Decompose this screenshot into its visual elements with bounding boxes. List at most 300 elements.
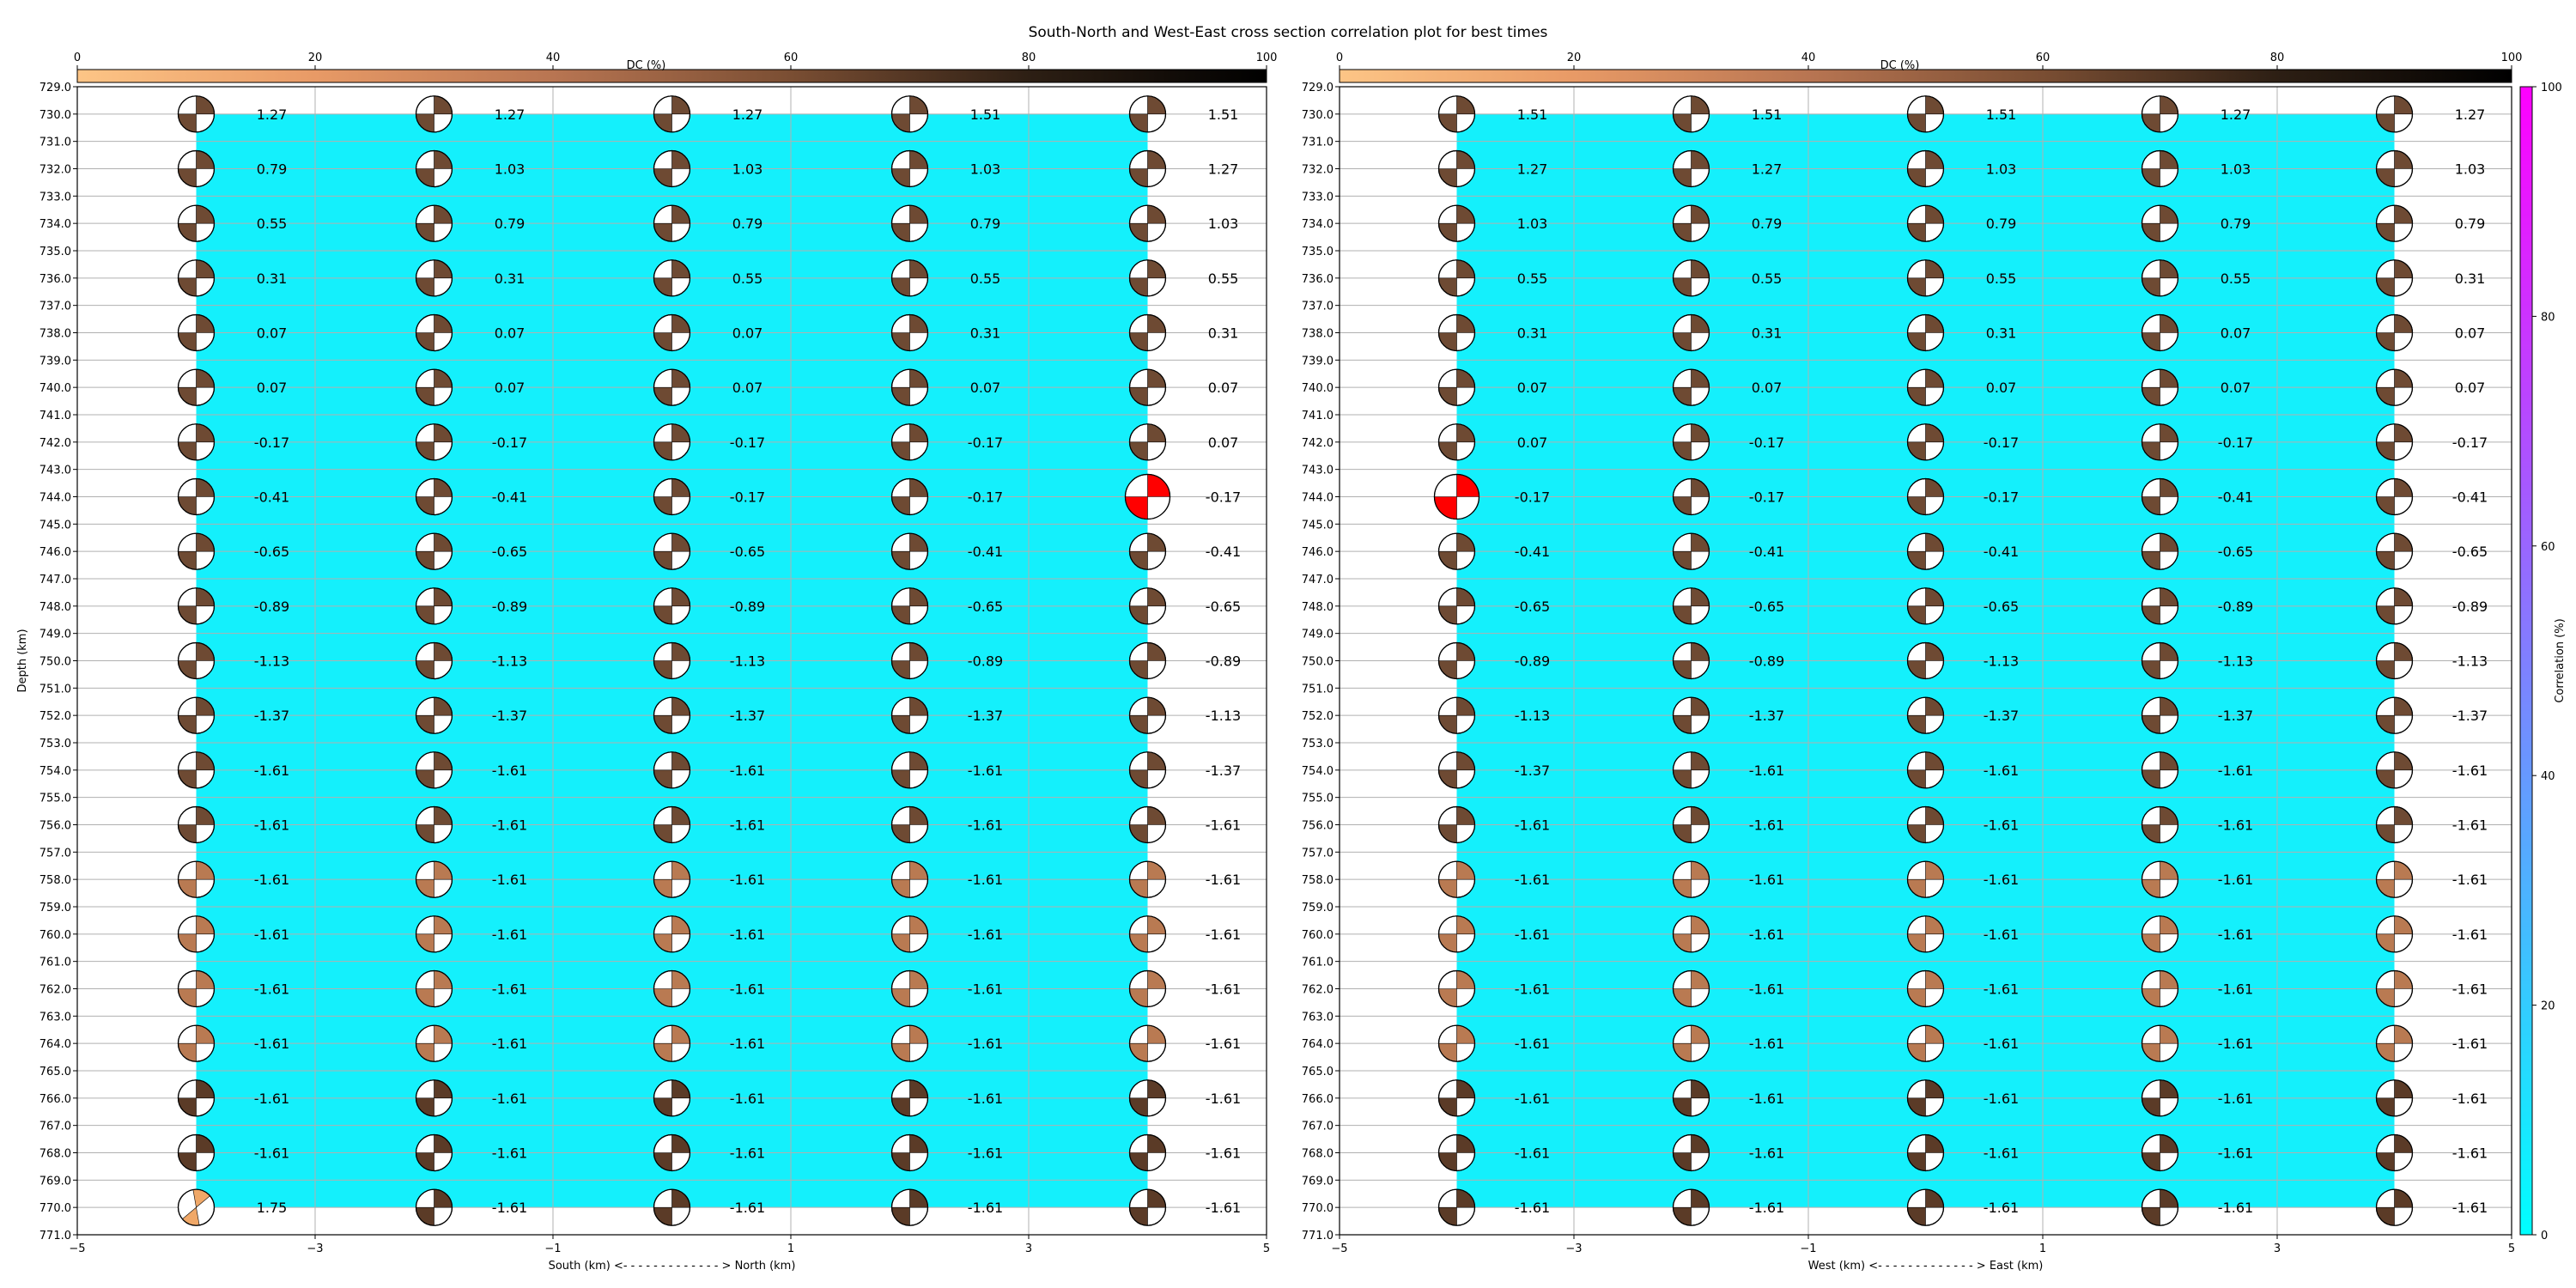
beachball <box>2142 1189 2178 1225</box>
beachball <box>1908 588 1944 624</box>
beachball <box>2377 643 2413 679</box>
beachball-value-label: -0.65 <box>1205 598 1242 615</box>
beachball <box>179 424 215 460</box>
beachball <box>892 1135 928 1171</box>
beachball-value-label: -1.61 <box>2217 926 2254 943</box>
beachball <box>2377 424 2413 460</box>
beachball <box>654 1025 690 1061</box>
beachball-value-label: 1.03 <box>2454 161 2486 178</box>
y-tick-label: 734.0 <box>1301 218 1334 232</box>
beachball-value-label: -1.61 <box>1205 1200 1242 1217</box>
beachball-value-label: -1.61 <box>1983 1145 2020 1162</box>
beachball-value-label: -1.61 <box>2217 1200 2254 1217</box>
beachball-value-label: -1.61 <box>491 981 528 998</box>
beachball-value-label: 0.07 <box>732 380 763 397</box>
beachball-value-label: -0.41 <box>1748 544 1785 561</box>
beachball <box>892 96 928 132</box>
y-tick-label: 731.0 <box>1301 136 1334 149</box>
beachball-value-label: 1.27 <box>2220 106 2251 123</box>
beachball <box>2377 861 2413 897</box>
beachball-value-label: 0.07 <box>256 325 288 342</box>
y-tick-label: 767.0 <box>1301 1120 1334 1133</box>
y-tick-label: 749.0 <box>1301 628 1334 641</box>
beachball <box>179 1189 215 1225</box>
beachball-value-label: -0.65 <box>1983 598 2020 615</box>
beachball <box>1439 643 1475 679</box>
beachball-value-label: -1.61 <box>491 762 528 779</box>
beachball-value-label: -1.61 <box>2451 872 2488 889</box>
y-tick-label: 763.0 <box>1301 1011 1334 1024</box>
beachball-value-label: -1.61 <box>491 1090 528 1107</box>
beachball-value-label: -1.61 <box>491 817 528 834</box>
y-tick-label: 762.0 <box>1301 983 1334 997</box>
beachball-value-label: -1.13 <box>1983 653 2020 670</box>
y-tick-label: 736.0 <box>1301 272 1334 286</box>
beachball <box>179 1135 215 1171</box>
beachball-value-label: -0.65 <box>253 544 290 561</box>
beachball <box>2377 588 2413 624</box>
beachball <box>416 697 453 733</box>
beachball-value-label: -0.17 <box>967 489 1004 506</box>
beachball-value-label: -1.13 <box>253 653 290 670</box>
x-tick-label: −1 <box>544 1242 562 1255</box>
beachball <box>654 807 690 843</box>
beachball <box>179 369 215 405</box>
beachball-value-label: -1.61 <box>1514 872 1551 889</box>
y-tick-label: 771.0 <box>39 1230 71 1242</box>
y-tick-label: 741.0 <box>1301 410 1334 422</box>
correlation-colorbar-tick-label: 40 <box>2541 770 2555 784</box>
beachball <box>1130 916 1166 952</box>
beachball-value-label: -1.13 <box>491 653 528 670</box>
beachball <box>1674 533 1710 569</box>
beachball-value-label: -1.61 <box>2451 1090 2488 1107</box>
y-tick-label: 735.0 <box>1301 246 1334 258</box>
beachball-value-label: -0.89 <box>2451 598 2488 615</box>
y-tick-label: 733.0 <box>1301 191 1334 204</box>
y-tick-label: 743.0 <box>39 464 71 477</box>
beachball <box>654 205 690 241</box>
beachball <box>1439 315 1475 351</box>
beachball-value-label: -1.61 <box>253 762 290 779</box>
beachball-value-label: 0.07 <box>2454 325 2486 342</box>
beachball <box>1439 96 1475 132</box>
beachball <box>1674 643 1710 679</box>
beachball-value-label: -1.61 <box>1983 1090 2020 1107</box>
y-tick-label: 750.0 <box>39 655 71 669</box>
beachball <box>1908 315 1944 351</box>
beachball-value-label: -1.61 <box>967 1036 1004 1053</box>
beachball <box>416 916 453 952</box>
y-tick-label: 739.0 <box>1301 355 1334 368</box>
beachball <box>1439 369 1475 405</box>
beachball-value-label: -1.61 <box>729 872 766 889</box>
beachball-value-label: -1.61 <box>253 1036 290 1053</box>
beachball-value-label: -1.13 <box>1205 708 1242 725</box>
beachball <box>2377 752 2413 788</box>
y-tick-label: 771.0 <box>1301 1230 1334 1242</box>
x-axis-label: West (km) <- - - - - - - - - - - - - > East (km) <box>1807 1260 2044 1273</box>
beachball <box>179 752 215 788</box>
beachball <box>1908 1080 1944 1116</box>
beachball <box>1674 752 1710 788</box>
y-tick-label: 748.0 <box>39 600 71 614</box>
beachball <box>1908 1189 1944 1225</box>
beachball-value-label: 0.31 <box>1985 325 2017 342</box>
beachball-value-label: 1.27 <box>1207 161 1239 178</box>
beachball-value-label: 1.03 <box>732 161 763 178</box>
y-tick-label: 754.0 <box>1301 764 1334 778</box>
beachball <box>179 697 215 733</box>
y-tick-label: 738.0 <box>1301 327 1334 341</box>
beachball-value-label: -1.61 <box>2451 1036 2488 1053</box>
y-tick-label: 732.0 <box>1301 163 1334 177</box>
beachball <box>892 916 928 952</box>
beachball <box>2142 971 2178 1007</box>
beachball-value-label: -0.41 <box>1514 544 1551 561</box>
beachball-value-label: -1.61 <box>729 1090 766 1107</box>
beachball-value-label: -1.61 <box>967 762 1004 779</box>
beachball <box>1439 697 1475 733</box>
beachball <box>2377 479 2413 515</box>
beachball-value-label: 0.55 <box>1516 270 1548 287</box>
beachball <box>2377 916 2413 952</box>
beachball <box>2142 424 2178 460</box>
beachball <box>1674 1025 1710 1061</box>
beachball <box>892 588 928 624</box>
beachball-value-label: 0.07 <box>1516 380 1548 397</box>
correlation-colorbar <box>2520 87 2532 1235</box>
beachball-value-label: -0.17 <box>967 434 1004 451</box>
beachball-value-label: -1.61 <box>1983 981 2020 998</box>
dc-colorbar <box>1340 70 2512 82</box>
beachball <box>654 1189 690 1225</box>
x-tick-label: 1 <box>787 1242 795 1255</box>
beachball-value-label: -1.61 <box>2217 981 2254 998</box>
beachball <box>1439 205 1475 241</box>
beachball <box>654 315 690 351</box>
beachball <box>1908 1025 1944 1061</box>
beachball-value-label: -1.61 <box>1205 872 1242 889</box>
beachball <box>179 205 215 241</box>
beachball <box>1674 151 1710 187</box>
beachball-value-label: -1.61 <box>253 1090 290 1107</box>
y-tick-label: 756.0 <box>1301 819 1334 833</box>
beachball-value-label: -1.61 <box>967 926 1004 943</box>
beachball-value-label: 1.51 <box>1207 106 1239 123</box>
beachball <box>1130 533 1166 569</box>
beachball <box>1439 1080 1475 1116</box>
beachball-value-label: -1.61 <box>1514 1145 1551 1162</box>
beachball <box>1674 588 1710 624</box>
beachball-value-label: 1.51 <box>1751 106 1783 123</box>
beachball-value-label: -1.61 <box>2217 817 2254 834</box>
beachball-value-label: 0.79 <box>1751 216 1783 233</box>
beachball-value-label: 0.31 <box>494 270 526 287</box>
correlation-colorbar-tick-label: 80 <box>2541 311 2555 325</box>
beachball-value-label: -1.61 <box>729 817 766 834</box>
beachball <box>654 697 690 733</box>
beachball-value-label: -1.13 <box>1514 708 1551 725</box>
y-tick-label: 753.0 <box>1301 738 1334 750</box>
beachball <box>1674 1135 1710 1171</box>
beachball <box>416 752 453 788</box>
dc-colorbar-tick-label: 100 <box>2500 52 2523 64</box>
beachball-best <box>1435 475 1479 519</box>
beachball <box>2142 1025 2178 1061</box>
beachball <box>416 861 453 897</box>
beachball-value-label: 0.31 <box>969 325 1001 342</box>
y-tick-label: 744.0 <box>1301 491 1334 505</box>
beachball-value-label: -0.41 <box>967 544 1004 561</box>
beachball <box>1439 1025 1475 1061</box>
beachball-value-label: -1.61 <box>2217 1090 2254 1107</box>
beachball-value-label: -1.61 <box>1205 817 1242 834</box>
beachball-value-label: -1.61 <box>729 1036 766 1053</box>
beachball-value-label: -1.37 <box>1205 762 1242 779</box>
beachball <box>892 1080 928 1116</box>
beachball <box>2377 807 2413 843</box>
beachball-value-label: -0.17 <box>1983 434 2020 451</box>
y-tick-label: 738.0 <box>39 327 71 341</box>
figure-title: South-North and West-East cross section correlation plot for best times <box>1028 24 1548 41</box>
y-tick-label: 745.0 <box>39 519 71 532</box>
y-tick-label: 765.0 <box>1301 1066 1334 1078</box>
dc-colorbar-tick-label: 0 <box>73 52 82 64</box>
y-tick-label: 741.0 <box>39 410 71 422</box>
beachball-value-label: -1.61 <box>1205 1036 1242 1053</box>
beachball <box>416 533 453 569</box>
y-tick-label: 768.0 <box>1301 1147 1334 1161</box>
beachball <box>1130 643 1166 679</box>
beachball-value-label: -1.61 <box>1983 817 2020 834</box>
x-tick-label: −3 <box>1565 1242 1583 1255</box>
beachball <box>416 205 453 241</box>
beachball-value-label: -1.61 <box>1983 1036 2020 1053</box>
y-tick-label: 739.0 <box>39 355 71 368</box>
beachball-value-label: -1.61 <box>1514 926 1551 943</box>
beachball <box>1908 260 1944 296</box>
beachball <box>1439 151 1475 187</box>
beachball-value-label: 0.55 <box>2220 270 2251 287</box>
y-tick-label: 751.0 <box>1301 683 1334 696</box>
beachball <box>2142 369 2178 405</box>
dc-colorbar-label: DC (%) <box>1880 59 1920 72</box>
beachball <box>2377 1080 2413 1116</box>
beachball <box>1674 697 1710 733</box>
dc-colorbar-tick-label: 60 <box>2035 52 2050 64</box>
x-tick-label: −3 <box>307 1242 324 1255</box>
beachball-value-label: 1.03 <box>1516 216 1548 233</box>
beachball <box>1130 697 1166 733</box>
beachball-value-label: -0.41 <box>253 489 290 506</box>
beachball <box>416 1135 453 1171</box>
y-tick-label: 759.0 <box>1301 902 1334 914</box>
beachball-value-label: -1.61 <box>491 926 528 943</box>
beachball-value-label: -1.13 <box>2217 653 2254 670</box>
dc-colorbar-label: DC (%) <box>626 59 666 72</box>
beachball-value-label: -0.41 <box>1983 544 2020 561</box>
beachball <box>892 151 928 187</box>
beachball-value-label: -1.61 <box>1748 762 1785 779</box>
y-tick-label: 731.0 <box>39 136 71 149</box>
beachball <box>416 479 453 515</box>
beachball <box>2377 151 2413 187</box>
beachball <box>416 588 453 624</box>
beachball-value-label: -1.61 <box>253 817 290 834</box>
beachball <box>1908 807 1944 843</box>
beachball <box>892 1189 928 1225</box>
dc-colorbar-tick-label: 80 <box>2269 52 2285 64</box>
x-tick-label: 1 <box>2038 1242 2047 1255</box>
beachball <box>1130 807 1166 843</box>
beachball-value-label: 0.79 <box>2220 216 2251 233</box>
beachball <box>1439 424 1475 460</box>
beachball-value-label: 0.07 <box>1207 380 1239 397</box>
beachball-value-label: -1.37 <box>2217 708 2254 725</box>
beachball-value-label: -0.41 <box>2217 489 2254 506</box>
beachball <box>2142 479 2178 515</box>
beachball <box>892 752 928 788</box>
beachball-value-label: -1.61 <box>967 1090 1004 1107</box>
beachball-value-label: -1.61 <box>2217 1036 2254 1053</box>
beachball-value-label: -1.61 <box>1748 1145 1785 1162</box>
beachball <box>654 151 690 187</box>
beachball <box>1130 971 1166 1007</box>
beachball <box>2377 315 2413 351</box>
beachball <box>892 260 928 296</box>
y-tick-label: 746.0 <box>1301 546 1334 560</box>
beachball <box>2142 1135 2178 1171</box>
beachball <box>2377 369 2413 405</box>
beachball-value-label: 0.31 <box>1516 325 1548 342</box>
beachball-value-label: -0.89 <box>967 653 1004 670</box>
beachball-value-label: -1.61 <box>253 981 290 998</box>
y-tick-label: 762.0 <box>39 983 71 997</box>
beachball <box>1130 1135 1166 1171</box>
dc-colorbar-tick-label: 60 <box>783 52 799 64</box>
beachball-value-label: -0.17 <box>1514 489 1551 506</box>
beachball-value-label: 0.55 <box>1985 270 2017 287</box>
beachball-value-label: -1.37 <box>1983 708 2020 725</box>
beachball <box>2142 861 2178 897</box>
beachball <box>1908 697 1944 733</box>
beachball <box>179 588 215 624</box>
beachball-value-label: -1.61 <box>491 872 528 889</box>
beachball <box>892 424 928 460</box>
beachball <box>2377 533 2413 569</box>
beachball-value-label: -1.61 <box>1748 1200 1785 1217</box>
y-tick-label: 765.0 <box>39 1066 71 1078</box>
beachball <box>654 588 690 624</box>
y-tick-label: 740.0 <box>39 382 71 396</box>
beachball-value-label: 0.07 <box>2220 380 2251 397</box>
beachball-value-label: -1.61 <box>1205 926 1242 943</box>
y-axis-label: Depth (km) <box>16 629 29 693</box>
beachball-value-label: -1.61 <box>2451 762 2488 779</box>
beachball <box>416 1189 453 1225</box>
beachball <box>654 369 690 405</box>
beachball <box>1130 861 1166 897</box>
beachball-value-label: 1.27 <box>732 106 763 123</box>
beachball-value-label: 1.27 <box>1516 161 1548 178</box>
y-tick-label: 751.0 <box>39 683 71 696</box>
beachball <box>2142 205 2178 241</box>
beachball <box>179 151 215 187</box>
beachball-value-label: -0.65 <box>729 544 766 561</box>
y-tick-label: 745.0 <box>1301 519 1334 532</box>
beachball-value-label: -1.37 <box>491 708 528 725</box>
beachball-value-label: -1.61 <box>1983 1200 2020 1217</box>
beachball <box>1439 916 1475 952</box>
beachball-value-label: 0.07 <box>2454 380 2486 397</box>
beachball <box>2142 807 2178 843</box>
beachball <box>654 1080 690 1116</box>
beachball-value-label: 0.07 <box>494 325 526 342</box>
beachball <box>1674 916 1710 952</box>
dc-colorbar-tick-label: 40 <box>545 52 561 64</box>
beachball-value-label: 0.55 <box>1751 270 1783 287</box>
beachball <box>179 260 215 296</box>
beachball <box>892 861 928 897</box>
beachball <box>1130 1025 1166 1061</box>
dc-colorbar-tick-label: 80 <box>1021 52 1036 64</box>
beachball-value-label: -1.61 <box>967 1200 1004 1217</box>
beachball <box>654 533 690 569</box>
correlation-colorbar-label: Correlation (%) <box>2554 618 2567 703</box>
beachball <box>1439 588 1475 624</box>
y-tick-label: 761.0 <box>39 956 71 969</box>
beachball <box>2142 315 2178 351</box>
beachball <box>1908 205 1944 241</box>
beachball-value-label: -0.17 <box>729 434 766 451</box>
beachball <box>416 151 453 187</box>
beachball-value-label: -1.61 <box>2217 762 2254 779</box>
beachball-value-label: -1.61 <box>1205 981 1242 998</box>
y-tick-label: 758.0 <box>39 874 71 888</box>
beachball-value-label: -0.17 <box>491 434 528 451</box>
beachball <box>179 643 215 679</box>
beachball-value-label: -1.37 <box>2451 708 2488 725</box>
beachball-value-label: -1.61 <box>1748 1090 1785 1107</box>
beachball <box>2377 205 2413 241</box>
beachball <box>2377 260 2413 296</box>
beachball-value-label: 0.79 <box>732 216 763 233</box>
beachball <box>892 479 928 515</box>
y-tick-label: 769.0 <box>1301 1175 1334 1188</box>
beachball <box>416 1080 453 1116</box>
beachball <box>1439 861 1475 897</box>
beachball-value-label: 1.27 <box>494 106 526 123</box>
beachball <box>1439 260 1475 296</box>
beachball <box>892 807 928 843</box>
beachball-value-label: -1.61 <box>1983 926 2020 943</box>
beachball-value-label: 0.07 <box>494 380 526 397</box>
beachball <box>892 205 928 241</box>
beachball-value-label: -1.61 <box>1514 1200 1551 1217</box>
y-tick-label: 759.0 <box>39 902 71 914</box>
beachball-value-label: -1.61 <box>1514 1036 1551 1053</box>
beachball <box>1674 971 1710 1007</box>
y-tick-label: 733.0 <box>39 191 71 204</box>
beachball <box>416 1025 453 1061</box>
beachball-value-label: -1.37 <box>253 708 290 725</box>
beachball <box>1674 1080 1710 1116</box>
beachball-value-label: -1.61 <box>1748 1036 1785 1053</box>
beachball-best <box>1126 475 1170 519</box>
y-tick-label: 730.0 <box>1301 108 1334 122</box>
beachball <box>1130 588 1166 624</box>
